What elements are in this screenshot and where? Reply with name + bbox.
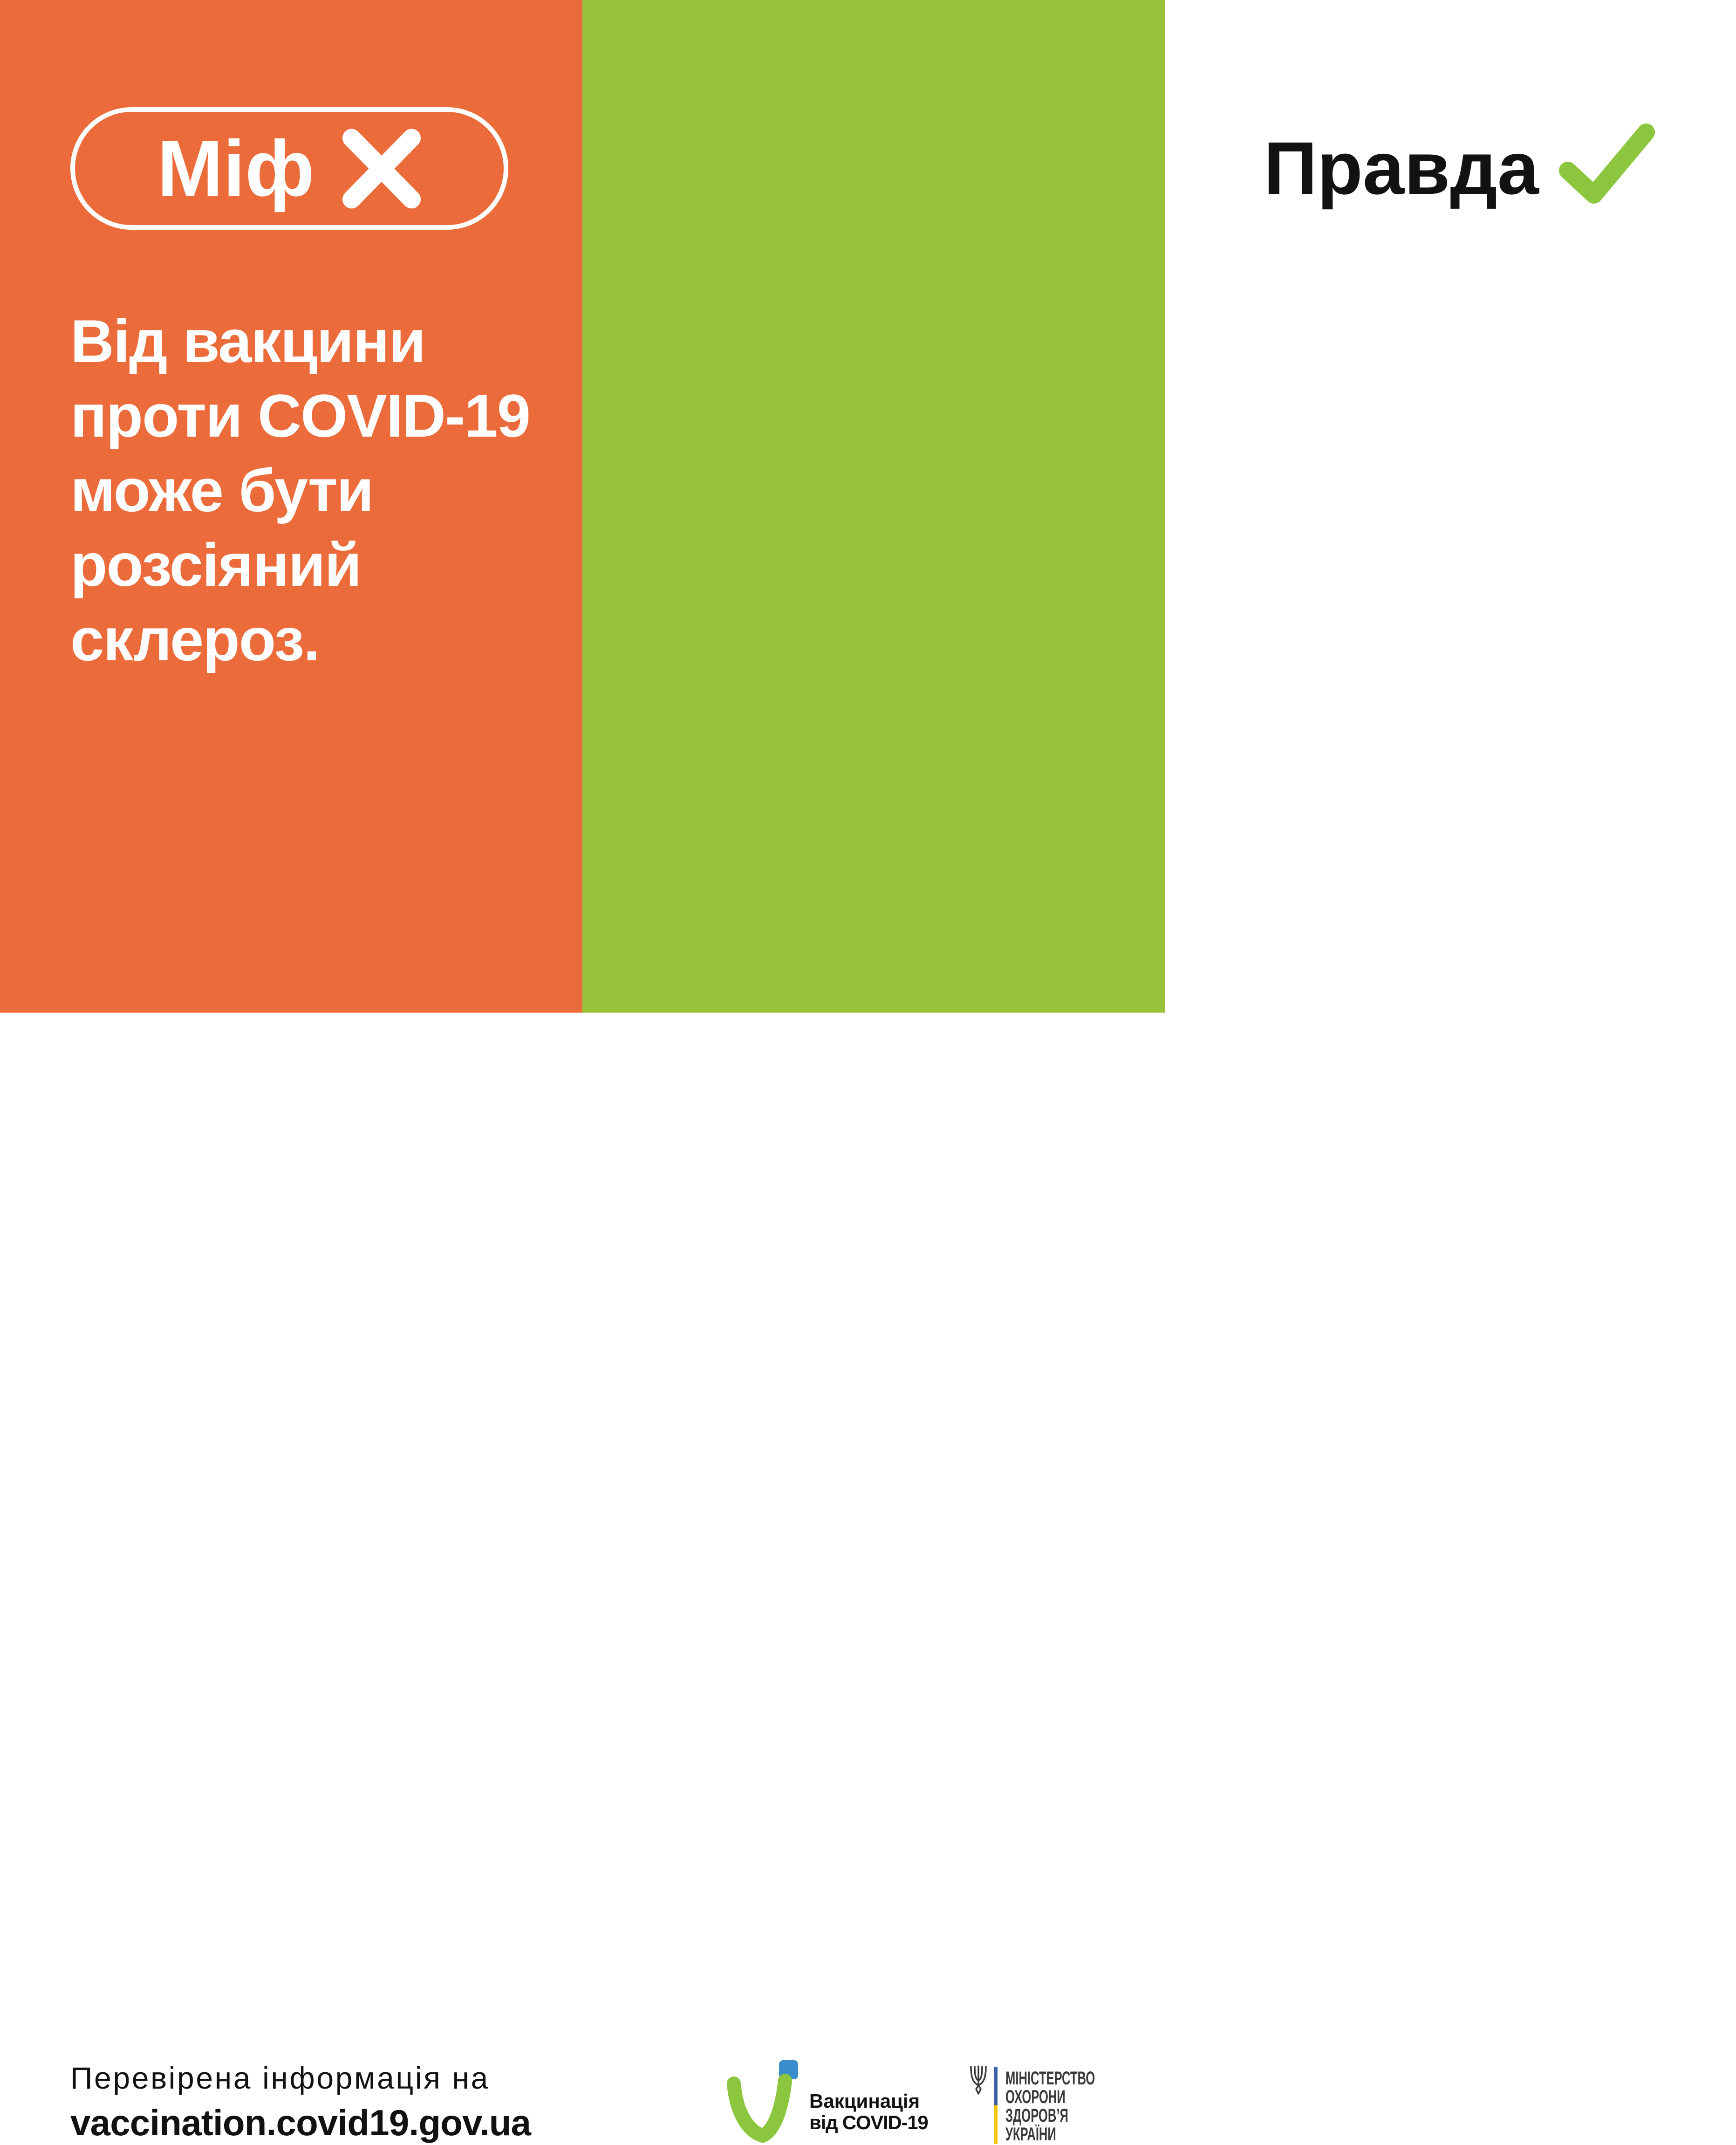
- ministry-logo-line: УКРАЇНИ: [1005, 2124, 1056, 2145]
- ministry-logo-line: МІНІСТЕРСТВО: [1005, 2068, 1095, 2089]
- truth-statement-line: провакцинованого.: [1241, 488, 1720, 547]
- myth-statement-line: склероз.: [70, 605, 320, 673]
- blue-yellow-flag-bar: [994, 2067, 998, 2144]
- footer: [0, 1013, 1165, 2145]
- myth-badge-label: Міф: [157, 124, 314, 213]
- ukraine-trident-icon: [967, 2064, 990, 2097]
- vaccination-logo-line: Вакцинація: [809, 2090, 920, 2112]
- truth-badge: [1239, 106, 1678, 230]
- checkmark-icon: [1560, 125, 1654, 204]
- truth-statement-line: жодного зв’язку: [1241, 669, 1637, 727]
- source-url: vaccination.covid19.gov.ua: [70, 2102, 531, 2143]
- source-caption: Перевірена інформація на: [70, 2061, 490, 2095]
- truth-statement-line: дослідження: [1241, 612, 1560, 671]
- truth-statement-paragraph-1: [1241, 319, 1720, 546]
- myth-statement-line: може бути: [70, 456, 373, 524]
- source-info: [70, 2063, 531, 2141]
- truth-statement-line: в одного: [1241, 432, 1458, 490]
- myth-statement-line: розсіяний: [70, 531, 361, 599]
- myth-badge: [70, 107, 508, 230]
- truth-statement-line: виявили лише: [1241, 375, 1602, 433]
- myth-statement-line: проти COVID-19: [70, 382, 530, 450]
- truth-statement-line: Розсіяний склероз: [1241, 318, 1699, 376]
- truth-statement-paragraph-2: [1241, 556, 1736, 841]
- ministry-logo-line: ОХОРОНИ: [1005, 2087, 1066, 2107]
- ministry-logo-line: ЗДОРОВ’Я: [1005, 2105, 1068, 2126]
- x-mark-icon: [342, 130, 422, 208]
- truth-panel: [582, 0, 1736, 1013]
- vaccination-logo-line: від COVID-19: [809, 2111, 928, 2133]
- truth-statement-line: між вакцинацією: [1241, 726, 1658, 784]
- truth-badge-label: Правда: [1264, 126, 1539, 210]
- ministry-logo-text: [1005, 2069, 1095, 2144]
- v-vaccine-logo-icon: [727, 2056, 798, 2145]
- truth-statement-line: За результатами: [1241, 555, 1653, 614]
- truth-statement-line: та хворобою немає.: [1241, 783, 1736, 841]
- myth-panel: [0, 0, 582, 1013]
- myth-statement-line: Від вакцини: [70, 307, 425, 375]
- vaccination-logo-text: [809, 2090, 928, 2133]
- myth-statement: [70, 304, 530, 677]
